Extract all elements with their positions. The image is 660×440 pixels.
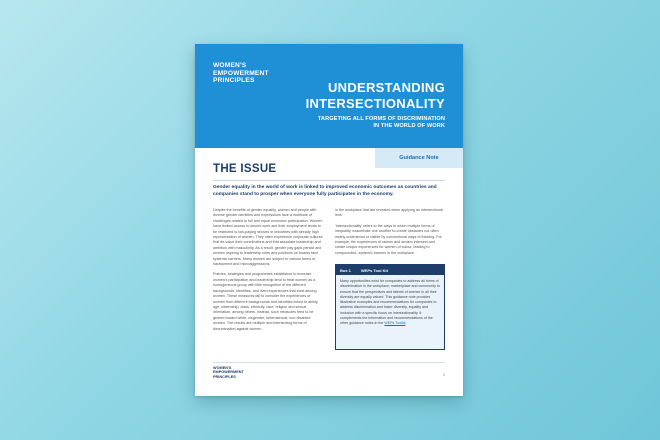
left-paragraph-1: Despite the benefits of gender equality, women and people with diverse gender identities and expressions face a multitude of challenges related to full and equal economic participation. Women have limited access to decent work and their employment tends to be restricted to low-paying sectors or industries with already high representation of women. They often experience corporate cultures that de-value their contributions and that associate leadership and ambition with masculinity. As a result, gender pay gaps persist and women aspiring to leadership roles and positions on boards face systemic barriers. Many women are subject to various forms of harassment and microaggressions.	[213, 208, 323, 267]
box-text: Many opportunities exist for companies to address all forms of discrimination in the workplace, marketplace and community to ensure that the perspectives and talents of women in all their diversity are equally valued. This guidance note provides illustrative examples and recommendations for companies to address discrimination and foster diversity, equality and inclusion with a specific focus on intersectionality. It complements the information and recommendations of the other guidance notes in the	[340, 279, 440, 326]
section-title: THE ISSUE	[213, 163, 277, 175]
logo-line-1: WOMEN'S	[213, 62, 247, 69]
lead-paragraph: Gender equality in the world of work is linked to improved economic outcomes as countries and companies stand to prosper when everyone fully participates in the economy.	[213, 185, 437, 197]
right-paragraph-2: 'Intersectionality' refers to the ways in which multiple forms of inequality, exacerbate one another to create obstacles not often widely understood or visible by conventional ways of thinking. For example, the experiences of racism and sexism intersect and create unique experiences for women of colour, leading to compounded, systemic barriers in the workplace.	[335, 223, 442, 255]
toolkit-box	[335, 264, 445, 350]
footer-logo-line-1: WOMEN'S	[213, 366, 232, 370]
subtitle-line-1: TARGETING ALL FORMS OF DISCRIMINATION	[317, 116, 445, 122]
logo-line-2: EMPOWERMENT	[213, 69, 269, 77]
left-paragraph-2: Policies, strategies and programmes established to increase women's participation and leadership tend to treat women as a homogeneous group with little recognition of the different backgrounds, identities, and lived experiences that exist among women. These measures fail to consider the experiences of women from different backgrounds and identities linked to ability, age, citizenship, class, ethnicity, race, religion and sexual orientation, among others. Instead, such measures tend to be geared toward white, cisgender, heterosexual, non-disabled women. The results are multiple and intersecting forms of discrimination against women	[213, 272, 319, 331]
box-body: Many opportunities exist for companies to address all forms of discrimination in the workplace, marketplace and community to ensure that the perspectives and talents of women in all their diversity are equally valued. This guidance note provides illustrative examples and recommendations for companies to address discrimination and foster diversity, equality and inclusion with a specific focus on intersectionality. It complements the information and recommendations of the other guidance notes in the WEPs Toolkit.	[340, 279, 440, 326]
footer-logo-line-2: EMPOWERMENT	[213, 370, 244, 375]
subtitle-line-2: IN THE WORLD OF WORK	[373, 123, 445, 129]
box-title: WEPs Tool Kit	[360, 267, 388, 273]
document-title	[306, 80, 445, 112]
header-banner	[195, 44, 463, 148]
footer-logo-line-3: PRINCIPLES	[213, 374, 236, 379]
footer-logo	[213, 366, 244, 379]
page-number: 1	[443, 373, 445, 377]
document-page	[195, 44, 463, 396]
weps-logo	[213, 62, 269, 85]
right-paragraph-1: in the workplace that are revealed when applying an intersectional lens.	[335, 208, 443, 218]
left-column	[213, 208, 323, 337]
document-subtitle	[318, 116, 445, 130]
box-number: Box 1	[340, 267, 351, 273]
toolkit-link[interactable]: WEPs Toolkit	[384, 321, 406, 326]
guidance-note-tab: Guidance Note	[375, 148, 463, 168]
title-line-2: INTERSECTIONALITY	[305, 96, 445, 111]
title-line-1: UNDERSTANDING	[327, 80, 445, 95]
box-header	[336, 265, 444, 275]
logo-line-3: PRINCIPLES	[213, 77, 255, 85]
footer-divider	[213, 362, 445, 363]
section-divider	[213, 180, 445, 181]
right-column	[335, 208, 445, 261]
